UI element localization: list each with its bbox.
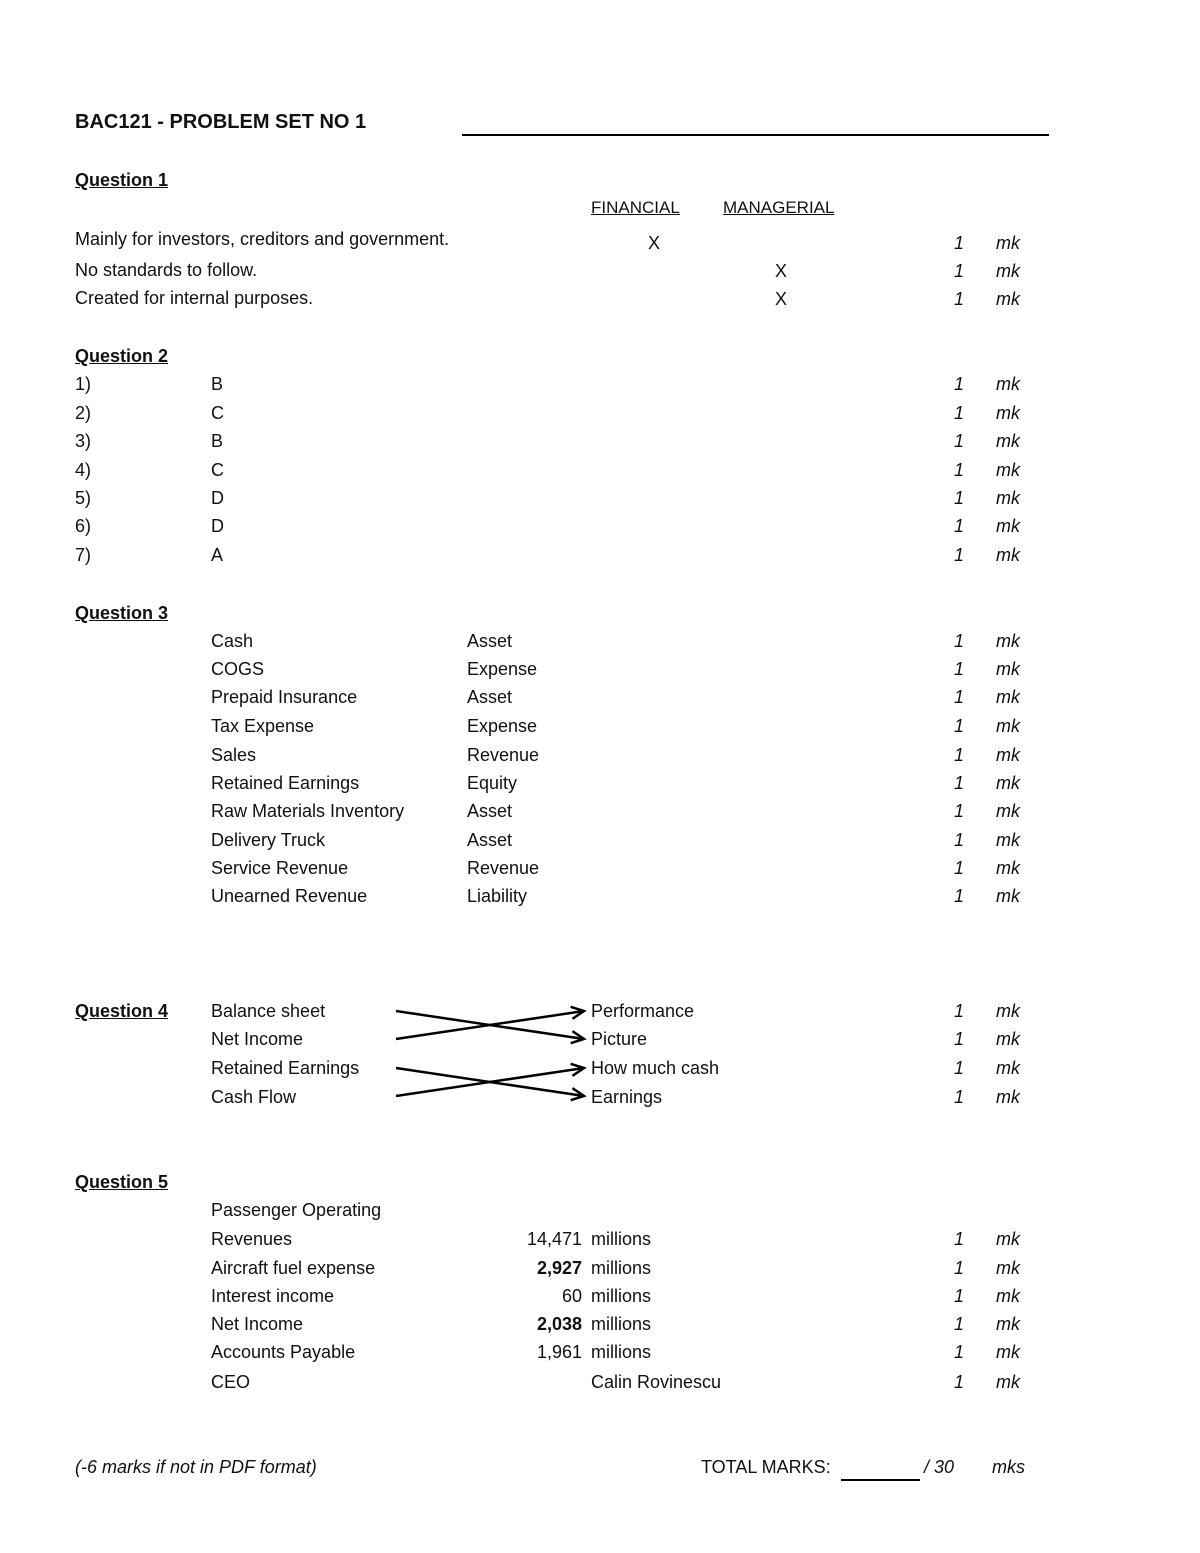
- mark-unit: mk: [996, 716, 1020, 736]
- mark-value: 1: [954, 1087, 965, 1107]
- q1-col-financial: FINANCIAL: [591, 198, 680, 217]
- total-out-of: / 30: [924, 1457, 955, 1477]
- total-marks-blank: [841, 1479, 920, 1481]
- mark-unit: mk: [996, 631, 1020, 651]
- mark-unit: mk: [996, 403, 1020, 423]
- q1-financial-mark: X: [648, 233, 661, 253]
- q5-value: 2,927: [536, 1258, 582, 1278]
- q2-number: 6): [75, 516, 92, 536]
- mark-unit: mk: [996, 687, 1020, 707]
- mark-value: 1: [954, 687, 965, 707]
- mark-value: 1: [954, 374, 965, 394]
- q4-left-item: Net Income: [211, 1029, 304, 1049]
- mark-value: 1: [954, 801, 965, 821]
- q2-answer: B: [211, 431, 224, 451]
- mark-unit: mk: [996, 289, 1020, 309]
- q4-right-item: Performance: [591, 1001, 695, 1021]
- q3-category: Asset: [467, 631, 513, 651]
- mark-value: 1: [954, 1001, 965, 1021]
- q4-right-item: Earnings: [591, 1087, 663, 1107]
- q4-right-item: Picture: [591, 1029, 648, 1049]
- q2-answer: C: [211, 403, 224, 423]
- q1-col-managerial: MANAGERIAL: [723, 198, 835, 217]
- q4-heading: Question 4: [75, 1001, 169, 1021]
- q5-unit: millions: [591, 1342, 652, 1362]
- q4-left-item: Retained Earnings: [211, 1058, 360, 1078]
- mark-value: 1: [954, 886, 965, 906]
- mark-value: 1: [954, 261, 965, 281]
- mark-value: 1: [954, 488, 965, 508]
- pdf-format-note: (-6 marks if not in PDF format): [75, 1457, 317, 1477]
- q3-item: Raw Materials Inventory: [211, 801, 405, 821]
- total-unit: mks: [992, 1457, 1025, 1477]
- q2-number: 4): [75, 460, 92, 480]
- q3-item: Prepaid Insurance: [211, 687, 358, 707]
- mark-value: 1: [954, 233, 965, 253]
- mark-unit: mk: [996, 1229, 1020, 1249]
- q3-item: Delivery Truck: [211, 830, 326, 850]
- q5-label: Revenues: [211, 1229, 293, 1249]
- q2-number: 1): [75, 374, 92, 394]
- mark-unit: mk: [996, 659, 1020, 679]
- mark-value: 1: [954, 716, 965, 736]
- q2-answer: D: [211, 488, 224, 508]
- q3-category: Asset: [467, 687, 513, 707]
- q3-heading: Question 3: [75, 603, 169, 623]
- mark-value: 1: [954, 1029, 965, 1049]
- mark-unit: mk: [996, 233, 1020, 253]
- q2-heading: Question 2: [75, 346, 169, 366]
- q2-answer: C: [211, 460, 224, 480]
- mark-unit: mk: [996, 830, 1020, 850]
- q1-managerial-mark: X: [775, 261, 788, 281]
- q5-label: Net Income: [211, 1314, 304, 1334]
- mark-value: 1: [954, 431, 965, 451]
- mark-unit: mk: [996, 858, 1020, 878]
- mark-unit: mk: [996, 773, 1020, 793]
- q5-unit: millions: [591, 1286, 652, 1306]
- mark-unit: mk: [996, 545, 1020, 565]
- q3-item: COGS: [211, 659, 265, 679]
- mark-unit: mk: [996, 460, 1020, 480]
- q3-item: Sales: [211, 745, 257, 765]
- q5-value: 60: [561, 1286, 582, 1306]
- mark-unit: mk: [996, 488, 1020, 508]
- mark-unit: mk: [996, 1029, 1020, 1049]
- mark-value: 1: [954, 403, 965, 423]
- q2-number: 2): [75, 403, 92, 423]
- q1-statement: Mainly for investors, creditors and government.: [75, 229, 450, 249]
- total-marks-label: TOTAL MARKS:: [701, 1457, 831, 1477]
- q2-number: 3): [75, 431, 92, 451]
- q1-heading: Question 1: [75, 170, 169, 190]
- mark-value: 1: [954, 830, 965, 850]
- q4-left-item: Cash Flow: [211, 1087, 297, 1107]
- q1-statement: No standards to follow.: [75, 260, 258, 280]
- q3-item: Tax Expense: [211, 716, 315, 736]
- q3-category: Asset: [467, 830, 513, 850]
- mark-value: 1: [954, 858, 965, 878]
- q5-heading: Question 5: [75, 1172, 169, 1192]
- mark-value: 1: [954, 631, 965, 651]
- q5-label: CEO: [211, 1372, 251, 1392]
- q5-label: Interest income: [211, 1286, 335, 1306]
- mark-value: 1: [954, 1229, 965, 1249]
- mark-unit: mk: [996, 801, 1020, 821]
- mark-value: 1: [954, 289, 965, 309]
- mark-unit: mk: [996, 374, 1020, 394]
- mark-unit: mk: [996, 1258, 1020, 1278]
- mark-value: 1: [954, 745, 965, 765]
- q4-left-item: Balance sheet: [211, 1001, 326, 1021]
- q5-label: Aircraft fuel expense: [211, 1258, 376, 1278]
- q2-answer: A: [211, 545, 224, 565]
- mark-value: 1: [954, 773, 965, 793]
- q3-item: Unearned Revenue: [211, 886, 368, 906]
- mark-value: 1: [954, 460, 965, 480]
- q3-category: Revenue: [467, 858, 540, 878]
- q2-number: 7): [75, 545, 92, 565]
- q1-statement: Created for internal purposes.: [75, 288, 314, 308]
- mark-unit: mk: [996, 1342, 1020, 1362]
- mark-unit: mk: [996, 1286, 1020, 1306]
- mark-value: 1: [954, 1372, 965, 1392]
- mark-unit: mk: [996, 886, 1020, 906]
- q2-number: 5): [75, 488, 92, 508]
- q3-category: Asset: [467, 801, 513, 821]
- q3-category: Liability: [467, 886, 528, 906]
- q2-answer: B: [211, 374, 224, 394]
- q5-label: Accounts Payable: [211, 1342, 356, 1362]
- q3-item: Service Revenue: [211, 858, 349, 878]
- q3-item: Retained Earnings: [211, 773, 360, 793]
- q3-category: Expense: [467, 716, 538, 736]
- mark-value: 1: [954, 516, 965, 536]
- mark-unit: mk: [996, 1001, 1020, 1021]
- mark-unit: mk: [996, 516, 1020, 536]
- mark-unit: mk: [996, 745, 1020, 765]
- q5-label-prefix: Passenger Operating: [211, 1200, 382, 1220]
- mark-value: 1: [954, 1058, 965, 1078]
- q3-category: Expense: [467, 659, 538, 679]
- q3-category: Revenue: [467, 745, 540, 765]
- q4-right-item: How much cash: [591, 1058, 720, 1078]
- q5-unit: millions: [591, 1314, 652, 1334]
- q3-item: Cash: [211, 631, 254, 651]
- mark-unit: mk: [996, 1087, 1020, 1107]
- mark-value: 1: [954, 1258, 965, 1278]
- mark-value: 1: [954, 1342, 965, 1362]
- q5-value: 2,038: [536, 1314, 582, 1334]
- mark-unit: mk: [996, 1372, 1020, 1392]
- q3-category: Equity: [467, 773, 518, 793]
- mark-value: 1: [954, 659, 965, 679]
- mark-unit: mk: [996, 431, 1020, 451]
- mark-unit: mk: [996, 1314, 1020, 1334]
- mark-value: 1: [954, 1286, 965, 1306]
- q5-unit: millions: [591, 1258, 652, 1278]
- mark-unit: mk: [996, 1058, 1020, 1078]
- q2-answer: D: [211, 516, 224, 536]
- q1-managerial-mark: X: [775, 289, 788, 309]
- mark-unit: mk: [996, 261, 1020, 281]
- q5-unit: millions: [591, 1229, 652, 1249]
- q5-value: 14,471: [526, 1229, 582, 1249]
- q5-value: 1,961: [536, 1342, 582, 1362]
- mark-value: 1: [954, 1314, 965, 1334]
- mark-value: 1: [954, 545, 965, 565]
- q5-unit: Calin Rovinescu: [591, 1372, 722, 1392]
- page-title: BAC121 - PROBLEM SET NO 1: [75, 111, 367, 133]
